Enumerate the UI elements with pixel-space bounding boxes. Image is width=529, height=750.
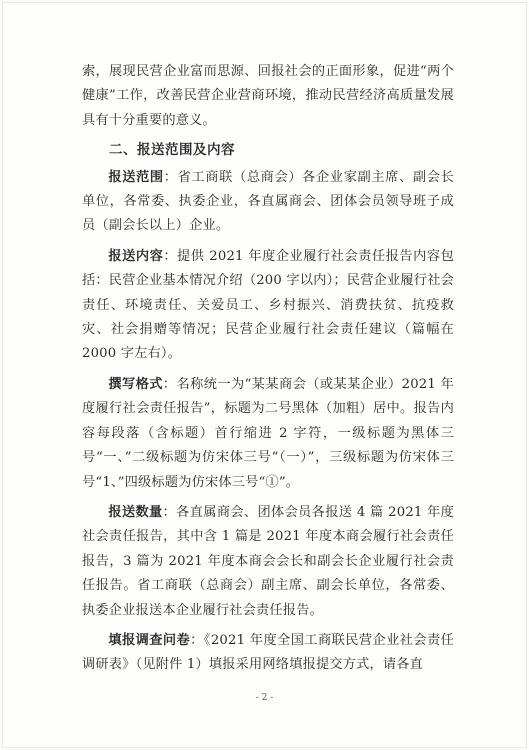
quantity-lead: 报送数量 <box>108 504 163 520</box>
scope-lead: 报送范围 <box>108 169 164 185</box>
section-heading: 二、报送范围及内容 <box>109 142 235 159</box>
format-text: ：名称统一为“某某商会（或某某企业）2021 年度履行社会责任报告”，标题为二号黑体（加粗）居中。报告内容每段落（含标题）首行缩进 2 字符，一级标题为黑体三号“一、”二级标题为仿宋体三号“（一）”，三级标题为仿宋体三号“1、”四级标题为仿宋体三号“①”。 <box>82 376 454 490</box>
scope-text: ：省工商联（总商会）各企业家副主席、副会长单位，各常委、执委企业，各直属商会、团体会员领导班子成员（副会长以上）企业。 <box>82 169 454 234</box>
survey-paragraph <box>82 629 454 678</box>
scope-paragraph <box>82 166 454 239</box>
survey-text: ：《2021 年度全国工商联民营企业社会责任调研表》（见附件 1）填报采用网络填报提交方式，请各直 <box>82 632 454 673</box>
page-number: - 2 - <box>255 693 274 703</box>
quantity-paragraph <box>82 501 454 623</box>
format-paragraph <box>82 373 454 495</box>
survey-lead: 填报调查问卷 <box>108 632 191 648</box>
content-paragraph <box>82 245 454 367</box>
content-lead: 报送内容 <box>108 248 164 264</box>
document-body <box>82 60 454 678</box>
content-text: ：提供 2021 年度企业履行社会责任报告内容包括：民营企业基本情况介绍（200 字以内）；民营企业履行社会责任、环境责任、关爱员工、乡村振兴、消费扶贫、抗疫救灾、社会捐赠等情况；民营企业履行社会责任建议（篇幅在 2000 字左右）。 <box>82 248 454 362</box>
quantity-text: ：各直属商会、团体会员各报送 4 篇 2021 年度社会责任报告，其中含 1 篇是 2021 年度本商会履行社会责任报告，3 篇为 2021 年度本商会会长和副会长企业履行社会责任报告。省工商联（总商会）副主席、副会长单位，各常委、执委企业报送本企业履行社会责任报告。 <box>82 504 454 618</box>
format-lead: 撰写格式 <box>108 376 163 392</box>
continued-paragraph: 索，展现民营企业富而思源、回报社会的正面形象，促进“两个健康”工作，改善民营企业营商环境，推动民营经济高质量发展具有十分重要的意义。 <box>82 64 454 128</box>
